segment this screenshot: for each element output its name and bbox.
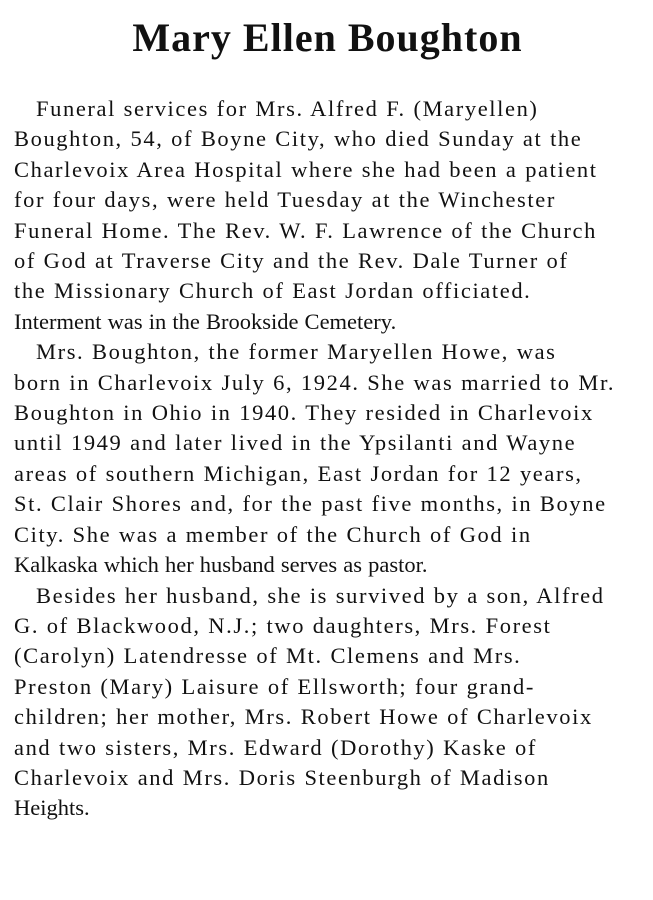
text-line: Besides her husband, she is survived by a son, Alfred: [36, 582, 605, 608]
text-line: Interment was in the Brookside Cemetery.: [14, 308, 397, 334]
obituary-headline: Mary Ellen Boughton: [132, 15, 523, 60]
text-line: the Missionary Church of East Jordan officiated.: [14, 278, 532, 304]
text-line: and two sisters, Mrs. Edward (Dorothy) Kaske of: [14, 734, 537, 760]
text-line: Charlevoix Area Hospital where she had been a patient: [14, 156, 598, 182]
text-line: Charlevoix and Mrs. Doris Steenburgh of Madison: [14, 764, 550, 790]
text-line: Funeral services for Mrs. Alfred F. (Maryellen): [36, 96, 539, 121]
text-line: of God at Traverse City and the Rev. Dale Turner of: [14, 248, 569, 274]
paragraph-survivors: [14, 581, 641, 824]
text-line: Heights.: [14, 795, 90, 821]
text-line: Funeral Home. The Rev. W. F. Lawrence of the Church: [14, 217, 597, 243]
text-line: (Carolyn) Latendresse of Mt. Clemens and Mrs.: [14, 643, 522, 669]
text-line: Boughton, 54, of Boyne City, who died Sunday at the: [14, 126, 583, 152]
text-line: Mrs. Boughton, the former Maryellen Howe, was: [36, 339, 557, 365]
text-line: born in Charlevoix July 6, 1924. She was married to Mr.: [14, 369, 616, 395]
text-line: Preston (Mary) Laisure of Ellsworth; four grand-: [14, 673, 535, 699]
text-line: G. of Blackwood, N.J.; two daughters, Mrs. Forest: [14, 612, 552, 638]
text-line: children; her mother, Mrs. Robert Howe of Charlevoix: [14, 704, 593, 730]
text-line: St. Clair Shores and, for the past five months, in Boyne: [14, 491, 607, 517]
paragraph-funeral-services: [14, 94, 641, 337]
paragraph-biography: [14, 337, 641, 580]
text-line: until 1949 and later lived in the Ypsilanti and Wayne: [14, 430, 577, 456]
text-line: Boughton in Ohio in 1940. They resided in Charlevoix: [14, 400, 594, 426]
text-line: Kalkaska which her husband serves as pastor.: [14, 552, 428, 578]
text-line: for four days, were held Tuesday at the Winchester: [14, 187, 556, 213]
text-line: areas of southern Michigan, East Jordan for 12 years,: [14, 460, 583, 486]
text-line: City. She was a member of the Church of God in: [14, 521, 532, 547]
